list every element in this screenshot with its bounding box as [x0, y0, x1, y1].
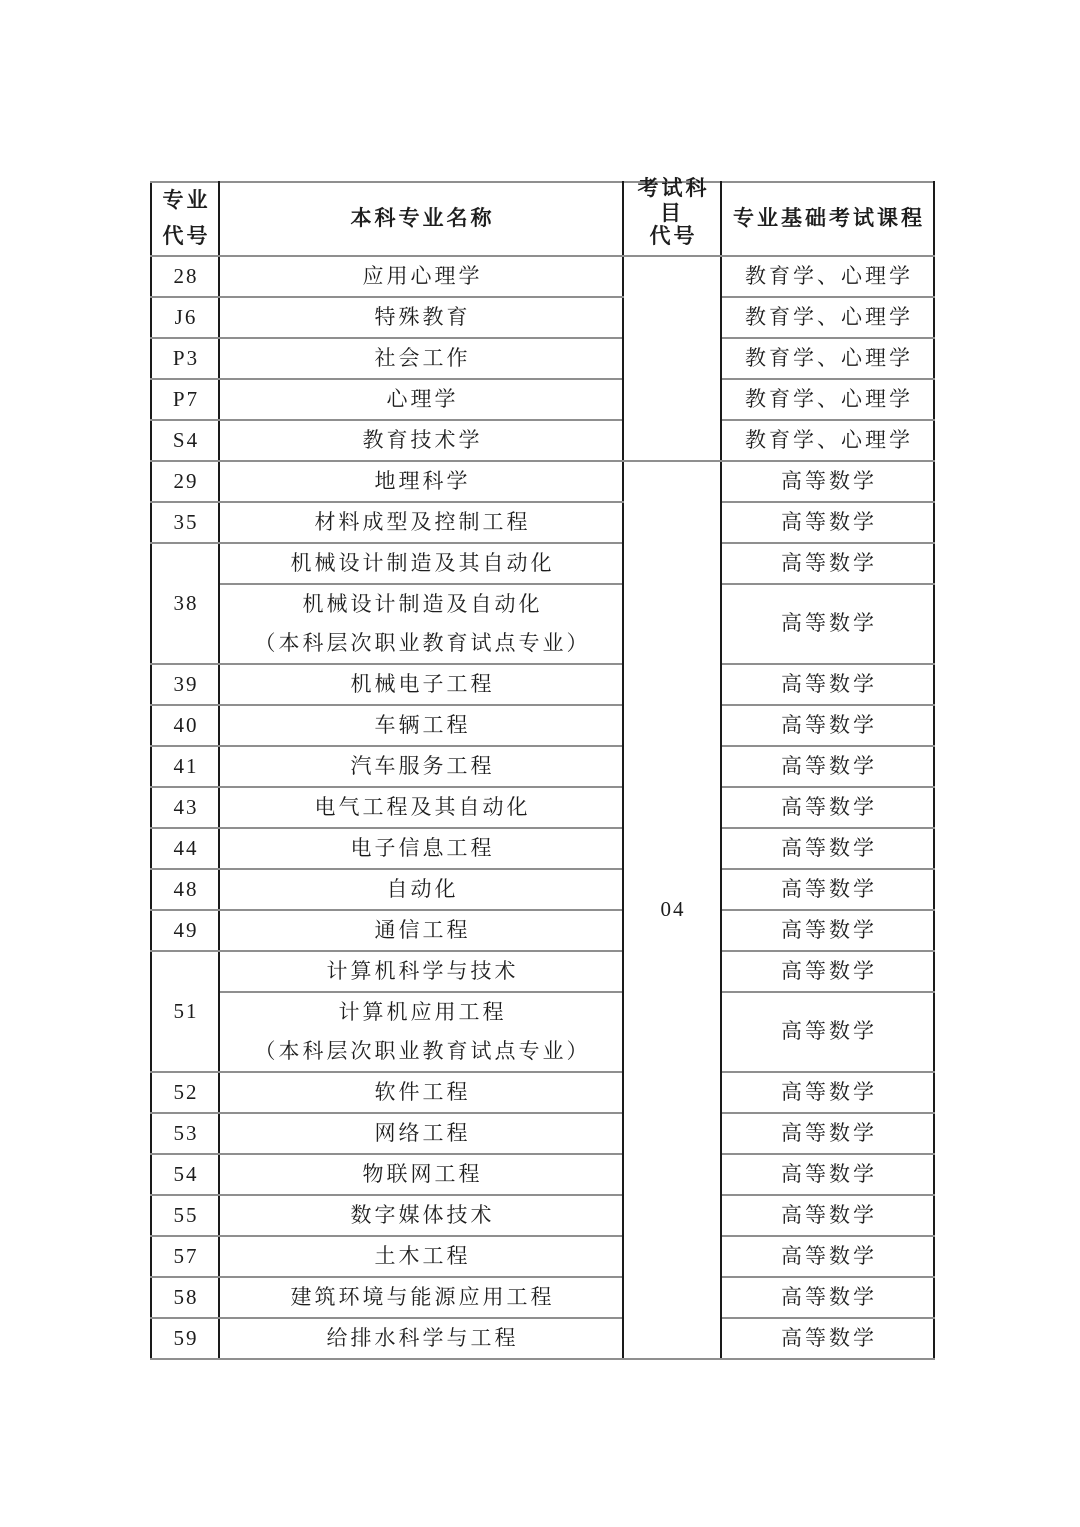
major-name-cell: [219, 338, 623, 379]
basic-course-cell: 高等数学: [721, 869, 934, 910]
major-name-cell: [219, 256, 623, 297]
major-code-cell: 39: [151, 664, 219, 705]
major-name-cell: [219, 992, 623, 1072]
major-name-cell: [219, 584, 623, 664]
major-code-cell: S4: [151, 420, 219, 461]
major-name-line: 建筑环境与能源应用工程: [290, 1284, 555, 1309]
major-code-cell: 54: [151, 1154, 219, 1195]
major-name-line: 材料成型及控制工程: [314, 509, 531, 534]
major-code-cell: 35: [151, 502, 219, 543]
major-name-line: 软件工程: [374, 1079, 471, 1104]
table-row: [151, 584, 934, 664]
table-row: [151, 420, 934, 461]
major-name-line: 土木工程: [374, 1243, 471, 1268]
exam-subject-code-cell: 04: [623, 461, 721, 1359]
major-code-cell: J6: [151, 297, 219, 338]
table-row: [151, 910, 934, 951]
major-name-cell: [219, 297, 623, 338]
table-row: [151, 705, 934, 746]
table-row: [151, 664, 934, 705]
major-name-cell: [219, 746, 623, 787]
basic-course-cell: 高等数学: [721, 502, 934, 543]
basic-course-cell: 教育学、心理学: [721, 338, 934, 379]
major-name-line: 地理科学: [374, 468, 471, 493]
table-body: [151, 256, 934, 1359]
table-row: [151, 1154, 934, 1195]
major-code-cell: 38: [151, 543, 219, 664]
major-code-cell: 43: [151, 787, 219, 828]
basic-course-cell: 高等数学: [721, 1113, 934, 1154]
major-name-line: 教育技术学: [362, 427, 483, 452]
table-row: [151, 1236, 934, 1277]
basic-course-cell: 高等数学: [721, 1277, 934, 1318]
basic-course-cell: 高等数学: [721, 746, 934, 787]
header-exam-subject-code-line1: 考试科目: [637, 175, 710, 225]
header-exam-subject-code-line2: 代号: [649, 224, 698, 249]
table-row: [151, 1318, 934, 1359]
basic-course-cell: 高等数学: [721, 705, 934, 746]
table-row: [151, 379, 934, 420]
major-name-line: 机械设计制造及其自动化: [290, 550, 555, 575]
basic-course-cell: 高等数学: [721, 1072, 934, 1113]
major-name-line: 数字媒体技术: [350, 1202, 495, 1227]
major-name-cell: [219, 420, 623, 461]
major-name-line: 计算机科学与技术: [326, 958, 519, 983]
major-code-cell: 59: [151, 1318, 219, 1359]
major-code-cell: 53: [151, 1113, 219, 1154]
major-name-cell: [219, 1195, 623, 1236]
major-name-cell: [219, 828, 623, 869]
major-code-cell: 52: [151, 1072, 219, 1113]
major-code-cell: P7: [151, 379, 219, 420]
basic-course-cell: 高等数学: [721, 461, 934, 502]
basic-course-cell: 高等数学: [721, 787, 934, 828]
header-major-code-line1: 专业: [162, 188, 211, 213]
document-page: [150, 175, 935, 1360]
major-name-line: 自动化: [386, 876, 459, 901]
major-name-cell: [219, 1318, 623, 1359]
major-code-cell: 49: [151, 910, 219, 951]
major-name-line: 应用心理学: [362, 263, 483, 288]
table-row: [151, 869, 934, 910]
major-name-cell: [219, 1154, 623, 1195]
major-code-cell: 48: [151, 869, 219, 910]
table-row: [151, 1277, 934, 1318]
major-name-cell: [219, 869, 623, 910]
table-row: [151, 1072, 934, 1113]
basic-course-cell: 高等数学: [721, 1195, 934, 1236]
header-major-code-line2: 代号: [162, 224, 211, 249]
table-row: [151, 1195, 934, 1236]
basic-course-cell: 高等数学: [721, 543, 934, 584]
basic-course-cell: 教育学、心理学: [721, 256, 934, 297]
header-row: [151, 182, 934, 256]
basic-course-cell: 教育学、心理学: [721, 297, 934, 338]
major-code-cell: 40: [151, 705, 219, 746]
major-name-line: 给排水科学与工程: [326, 1325, 519, 1350]
major-name-line: 心理学: [386, 386, 459, 411]
header-major-name: 本科专业名称: [219, 182, 623, 256]
basic-course-cell: 教育学、心理学: [721, 379, 934, 420]
table-row: [151, 256, 934, 297]
major-code-cell: 57: [151, 1236, 219, 1277]
table-row: [151, 543, 934, 584]
basic-course-cell: 高等数学: [721, 584, 934, 664]
major-name-cell: [219, 664, 623, 705]
major-code-cell: 55: [151, 1195, 219, 1236]
major-code-cell: 41: [151, 746, 219, 787]
major-code-cell: 58: [151, 1277, 219, 1318]
major-code-cell: 29: [151, 461, 219, 502]
major-name-cell: [219, 705, 623, 746]
major-name-line: 网络工程: [374, 1120, 471, 1145]
table-row: [151, 461, 934, 502]
major-name-line: 汽车服务工程: [350, 753, 495, 778]
majors-table: [150, 175, 935, 1360]
major-name-cell: [219, 910, 623, 951]
major-name-cell: [219, 1072, 623, 1113]
table-row: [151, 297, 934, 338]
major-name-line: 车辆工程: [374, 712, 471, 737]
major-name-cell: [219, 951, 623, 992]
major-name-line: 电气工程及其自动化: [314, 794, 531, 819]
major-name-line: 机械电子工程: [350, 671, 495, 696]
basic-course-cell: 高等数学: [721, 1236, 934, 1277]
major-name-line: 社会工作: [374, 345, 471, 370]
major-name-line: （本科层次职业教育试点专业）: [254, 1038, 591, 1063]
major-name-line: 机械设计制造及自动化: [302, 591, 543, 616]
header-basic-course: 专业基础考试课程: [721, 182, 934, 256]
basic-course-cell: 高等数学: [721, 992, 934, 1072]
major-code-cell: 51: [151, 951, 219, 1072]
major-name-cell: [219, 502, 623, 543]
basic-course-cell: 高等数学: [721, 1154, 934, 1195]
major-name-cell: [219, 461, 623, 502]
header-exam-subject-code: [623, 175, 721, 256]
major-name-line: 计算机应用工程: [338, 999, 507, 1024]
major-name-line: 物联网工程: [362, 1161, 483, 1186]
table-row: [151, 746, 934, 787]
table-row: [151, 992, 934, 1072]
major-name-line: （本科层次职业教育试点专业）: [254, 630, 591, 655]
table-row: [151, 338, 934, 379]
basic-course-cell: 高等数学: [721, 664, 934, 705]
major-name-line: 电子信息工程: [350, 835, 495, 860]
table-row: [151, 828, 934, 869]
major-code-cell: 44: [151, 828, 219, 869]
basic-course-cell: 高等数学: [721, 910, 934, 951]
basic-course-cell: 高等数学: [721, 1318, 934, 1359]
table-row: [151, 951, 934, 992]
major-name-cell: [219, 1236, 623, 1277]
exam-subject-code-cell: [623, 256, 721, 461]
basic-course-cell: 教育学、心理学: [721, 420, 934, 461]
major-code-cell: P3: [151, 338, 219, 379]
major-name-line: 通信工程: [374, 917, 471, 942]
major-name-line: 特殊教育: [374, 304, 471, 329]
major-name-cell: [219, 1277, 623, 1318]
table-row: [151, 787, 934, 828]
table-row: [151, 1113, 934, 1154]
basic-course-cell: 高等数学: [721, 951, 934, 992]
major-name-cell: [219, 543, 623, 584]
major-name-cell: [219, 1113, 623, 1154]
major-code-cell: 28: [151, 256, 219, 297]
major-name-cell: [219, 379, 623, 420]
major-name-cell: [219, 787, 623, 828]
header-major-code: [151, 182, 219, 256]
table-row: [151, 502, 934, 543]
basic-course-cell: 高等数学: [721, 828, 934, 869]
